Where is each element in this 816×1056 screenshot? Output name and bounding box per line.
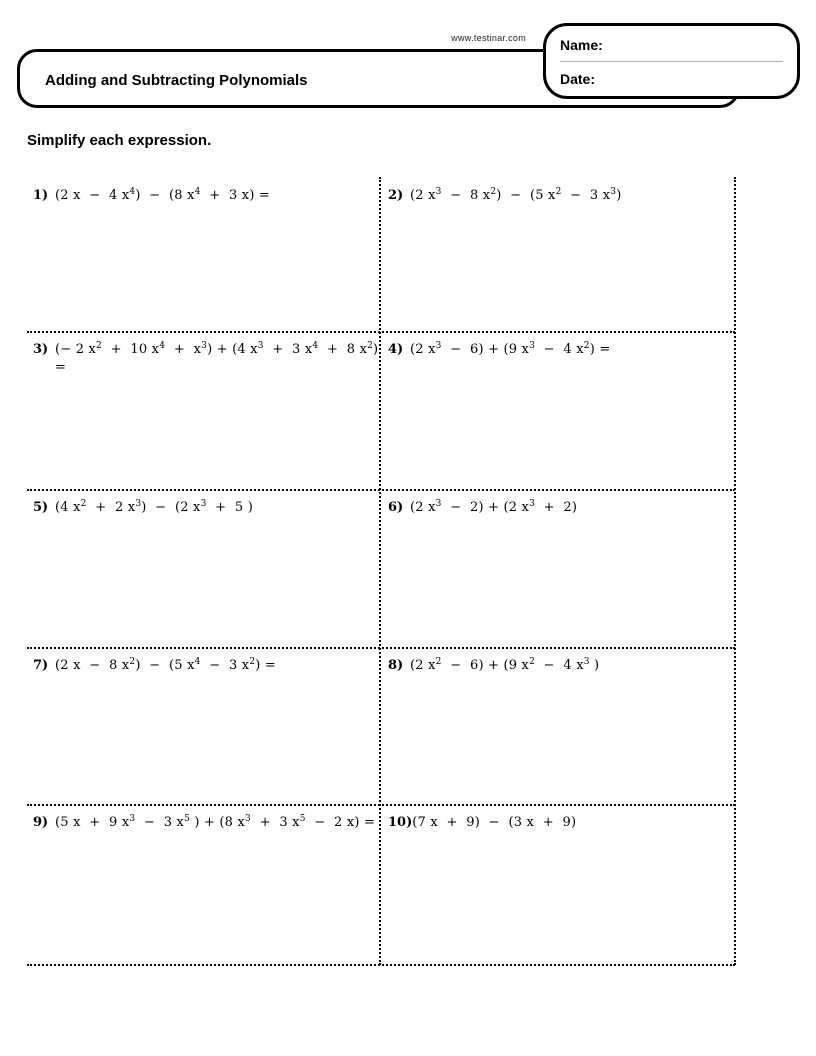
problem-expression: (7 x + 9) − (3 x + 9) — [412, 815, 577, 830]
problem-number: 1) — [33, 188, 49, 203]
problem-expression: (2 x − 8 $x^2) - (5$ $x^4 - 3$ $x^2$) = — [55, 657, 276, 673]
problem-cell-10 — [380, 805, 735, 965]
problem-number: 6) — [388, 500, 404, 515]
problems-grid — [27, 178, 735, 965]
problem-expression: (5 x + 9 $x^3 - 3$ $x^5$ ) + (8 $x^3 + 3$ $x^5 - 2$ x) = — [55, 814, 376, 830]
problem-expression: (2 $x^3 - 2) + (2$ $x^3 + 2$) — [410, 499, 578, 515]
problem-number: 4) — [388, 342, 404, 357]
problem-number: 3) — [33, 342, 49, 357]
problem-expression: (2 $x^3 - 6) + (9$ $x^3 - 4$ $x^2$) = — [410, 341, 611, 357]
site-url: www.testinar.com — [451, 33, 526, 43]
instruction-text: Simplify each expression. — [27, 132, 212, 149]
problem-cell-3 — [27, 332, 383, 490]
name-date-divider — [560, 61, 783, 62]
name-date-box — [543, 23, 800, 99]
problem-cell-9 — [27, 805, 380, 965]
problem-cell-4 — [380, 332, 735, 490]
problem-cell-2 — [380, 178, 735, 332]
problem-number: 2) — [388, 188, 404, 203]
problem-cell-8 — [380, 648, 735, 805]
problem-number: 9) — [33, 815, 49, 830]
problem-number: 5) — [33, 500, 49, 515]
problem-expression: (2 $x^2 - 6) + (9$ $x^2 - 4$ $x^3$ ) — [410, 657, 600, 673]
page-title: Adding and Subtracting Polynomials — [45, 72, 308, 89]
problem-cell-5 — [27, 490, 380, 648]
problem-number: 10) — [388, 815, 413, 830]
problem-expression: (2 $x^3 - 8$ $x^2) - (5$ $x^2 - 3$ $x^3$) — [410, 187, 622, 203]
date-label: Date: — [560, 71, 596, 87]
problem-cell-1 — [27, 178, 380, 332]
problem-expression: (2 x − 4 $x^4) - (8$ $x^4 + 3$ x) = — [55, 187, 271, 203]
name-label: Name: — [560, 37, 603, 53]
problem-cell-7 — [27, 648, 380, 805]
problem-number: 8) — [388, 658, 404, 673]
problem-expression: (4 $x^2 + 2$ $x^3) - (2$ $x^3 + 5$ ) — [55, 499, 253, 515]
problem-cell-6 — [380, 490, 735, 648]
problem-expression: (− 2 $x^2 + 10$ $x^4 + x^3) + (4$ $x^3 + 3$ $x^4 + 8$ $x^2$) = — [55, 341, 383, 375]
problem-number: 7) — [33, 658, 49, 673]
